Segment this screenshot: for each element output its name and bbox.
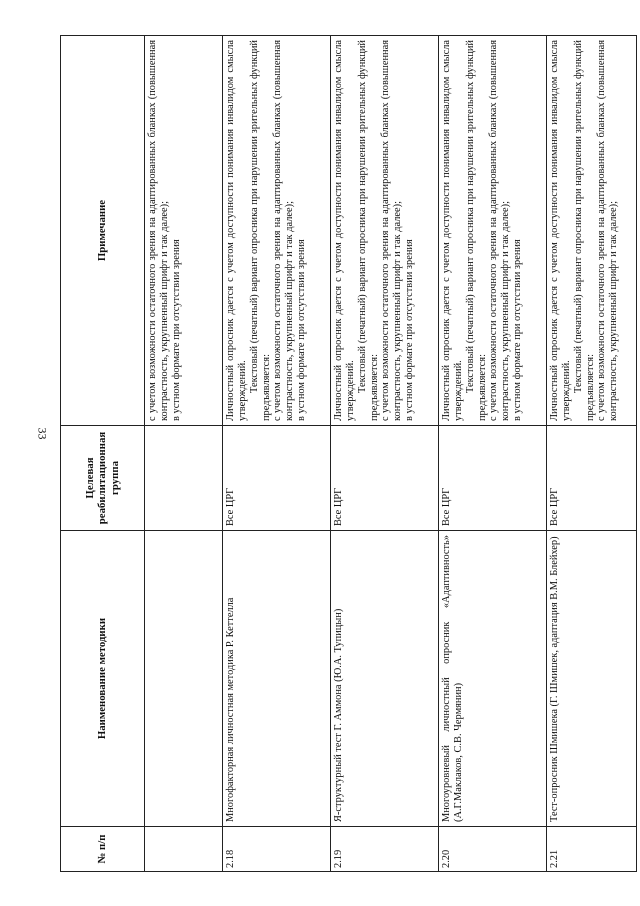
cell-note [223, 36, 331, 426]
page-number: 33 [35, 427, 50, 440]
note-line: в устном формате при отсутствии зрения [170, 239, 182, 421]
note-line: Текстовый (печатный) вариант опросника при нарушении зрительных функций предъявляется: [464, 40, 488, 421]
table-header-row [61, 36, 145, 872]
cell-group: Все ЦРГ [223, 426, 331, 531]
cell-group: Все ЦРГ [331, 426, 439, 531]
cell-method: Я-структурный тест Г. Аммона (Ю.А. Тупицын) [331, 531, 439, 827]
methods-table [60, 35, 637, 872]
cell-method: Тест-опросник Шмишека (Г. Шмишек, адаптация В.М. Блейхер) [547, 531, 637, 827]
note-line: с учетом возможности остаточного зрения на адаптированных бланках (повышенная контрастность, укрупненный шрифт и так далее); [272, 40, 296, 421]
header-group: Целевая реабилитационная группа [61, 426, 145, 531]
cell-method [145, 531, 223, 827]
cell-note [145, 36, 223, 426]
table-row [331, 36, 439, 872]
cell-method: Многофакторная личностная методика Р. Кеттелла [223, 531, 331, 827]
cell-note [547, 36, 637, 426]
table-row [547, 36, 637, 872]
table-row [223, 36, 331, 872]
cell-group: Все ЦРГ [547, 426, 637, 531]
note-line: с учетом возможности остаточного зрения на адаптированных бланках (повышенная контрастность, укрупненный шрифт и так далее); [488, 40, 512, 421]
note-line: в устном формате при отсутствии зрения [296, 239, 308, 421]
table-row [439, 36, 547, 872]
note-line: с учетом возможности остаточного зрения на адаптированных бланках (повышенная контрастность, укрупненный шрифт и так далее); [380, 40, 404, 421]
note-line: с учетом возможности остаточного зрения на адаптированных бланках (повышенная контрастность, укрупненный шрифт и так далее); [596, 40, 620, 421]
cell-num: 2.18 [223, 827, 331, 872]
note-line: в устном формате при отсутствии зрения [404, 239, 416, 421]
note-line: Личностный опросник дается с учетом доступности понимания инвалидом смысла утверждений. [225, 40, 248, 421]
table-row-continuation [145, 36, 223, 872]
note-line: Текстовый (печатный) вариант опросника при нарушении зрительных функций предъявляется: [248, 40, 272, 421]
cell-group: Все ЦРГ [439, 426, 547, 531]
cell-num: 2.20 [439, 827, 547, 872]
note-line: Личностный опросник дается с учетом доступности понимания инвалидом смысла утверждений. [333, 40, 356, 421]
cell-method: Многоуровневый личностный опросник «Адаптивность» (А.Г.Маклаков, С.В. Чермянин) [439, 531, 547, 827]
note-line: Личностный опросник дается с учетом доступности понимания инвалидом смысла утверждений. [549, 40, 572, 421]
cell-note [331, 36, 439, 426]
note-line: с учетом возможности остаточного зрения на адаптированных бланках (повышенная контрастность, укрупненный шрифт и так далее); [147, 40, 170, 421]
header-method: Наименование методики [61, 531, 145, 827]
cell-group [145, 426, 223, 531]
rotated-table-container [60, 36, 620, 872]
note-line: Текстовый (печатный) вариант опросника при нарушении зрительных функций предъявляется: [572, 40, 596, 421]
cell-num: 2.21 [547, 827, 637, 872]
note-line: Личностный опросник дается с учетом доступности понимания инвалидом смысла утверждений. [441, 40, 464, 421]
header-num: № п/п [61, 827, 145, 872]
note-line: в устном формате при отсутствии зрения [512, 239, 524, 421]
cell-num: 2.19 [331, 827, 439, 872]
cell-note [439, 36, 547, 426]
header-note: Примечание [61, 36, 145, 426]
cell-num [145, 827, 223, 872]
note-line: Текстовый (печатный) вариант опросника при нарушении зрительных функций предъявляется: [356, 40, 380, 421]
